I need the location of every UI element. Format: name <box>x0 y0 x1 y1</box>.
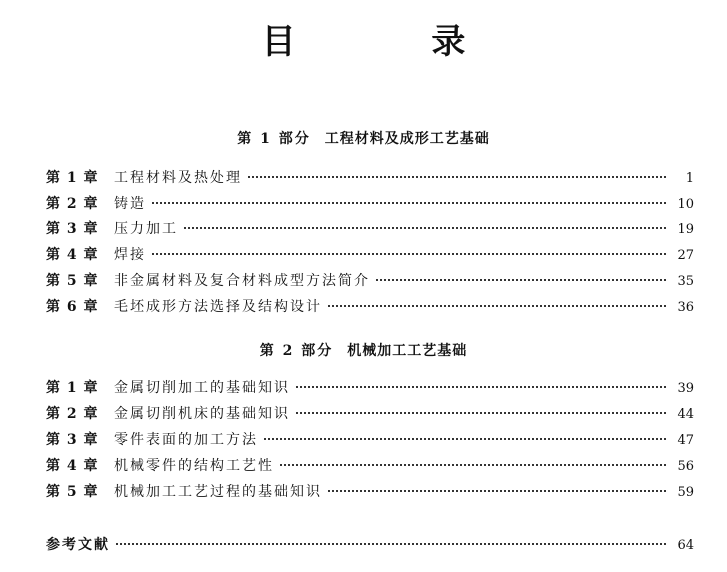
chapter-number: 第 3 章 <box>46 221 99 237</box>
toc-entry[interactable] <box>46 167 694 187</box>
dot-leader <box>280 464 666 466</box>
part-name: 机械加工工艺基础 <box>347 343 468 359</box>
chapter-title: 压力加工 <box>114 221 178 237</box>
references-label: 参考文献 <box>46 537 110 553</box>
chapter-number: 第 3 章 <box>46 432 99 448</box>
chapter-title: 零件表面的加工方法 <box>114 432 258 448</box>
chapter-title: 机械零件的结构工艺性 <box>114 458 274 474</box>
part-name: 工程材料及成形工艺基础 <box>324 131 490 147</box>
page-number: 35 <box>677 274 694 289</box>
page-number: 10 <box>677 197 694 212</box>
page-number: 44 <box>677 407 694 422</box>
page-number: 59 <box>677 485 694 500</box>
page-number: 47 <box>677 433 694 448</box>
page-number: 39 <box>677 381 694 396</box>
toc-entry[interactable] <box>46 296 694 316</box>
page-number: 56 <box>677 459 694 474</box>
toc-entry[interactable] <box>46 377 694 397</box>
chapter-number: 第 4 章 <box>46 247 99 263</box>
part-number: 第 1 部分 <box>237 131 311 147</box>
toc-entry[interactable] <box>46 244 694 264</box>
dot-leader <box>376 279 666 281</box>
toc-entry[interactable] <box>46 218 694 238</box>
chapter-number: 第 1 章 <box>46 170 99 186</box>
part-number: 第 2 部分 <box>259 343 334 359</box>
chapter-number: 第 6 章 <box>46 299 99 315</box>
dot-leader <box>184 227 666 229</box>
dot-leader <box>264 438 666 440</box>
toc-entry[interactable] <box>46 455 694 475</box>
part-2-heading <box>0 340 727 360</box>
chapter-number: 第 4 章 <box>46 458 99 474</box>
chapter-title: 机械加工工艺过程的基础知识 <box>114 484 322 500</box>
dot-leader <box>296 386 666 388</box>
chapter-number: 第 2 章 <box>46 406 99 422</box>
chapter-title: 毛坯成形方法选择及结构设计 <box>114 299 322 315</box>
page-number: 1 <box>685 171 694 186</box>
dot-leader <box>152 253 666 255</box>
dot-leader <box>116 543 666 545</box>
dot-leader <box>152 202 666 204</box>
toc-entry[interactable] <box>46 270 694 290</box>
dot-leader <box>328 305 666 307</box>
chapter-title: 金属切削加工的基础知识 <box>114 380 290 396</box>
toc-entry[interactable] <box>46 403 694 423</box>
page-number: 19 <box>677 222 694 237</box>
dot-leader <box>296 412 666 414</box>
page-number: 27 <box>677 248 694 263</box>
chapter-title: 铸造 <box>114 196 146 212</box>
chapter-number: 第 5 章 <box>46 484 99 500</box>
chapter-title: 工程材料及热处理 <box>114 170 242 186</box>
page-number: 64 <box>677 538 694 553</box>
toc-entry[interactable] <box>46 429 694 449</box>
chapter-title: 金属切削机床的基础知识 <box>114 406 290 422</box>
chapter-title: 非金属材料及复合材料成型方法简介 <box>114 273 370 289</box>
chapter-number: 第 1 章 <box>46 380 99 396</box>
page-title: 目 录 <box>261 22 528 62</box>
part-1-heading <box>0 128 727 148</box>
dot-leader <box>328 490 666 492</box>
references-entry[interactable] <box>46 534 694 554</box>
chapter-number: 第 2 章 <box>46 196 99 212</box>
toc-entry[interactable] <box>46 193 694 213</box>
toc-entry[interactable] <box>46 481 694 501</box>
dot-leader <box>248 176 666 178</box>
chapter-number: 第 5 章 <box>46 273 99 289</box>
page-number: 36 <box>677 300 694 315</box>
chapter-title: 焊接 <box>114 247 146 263</box>
